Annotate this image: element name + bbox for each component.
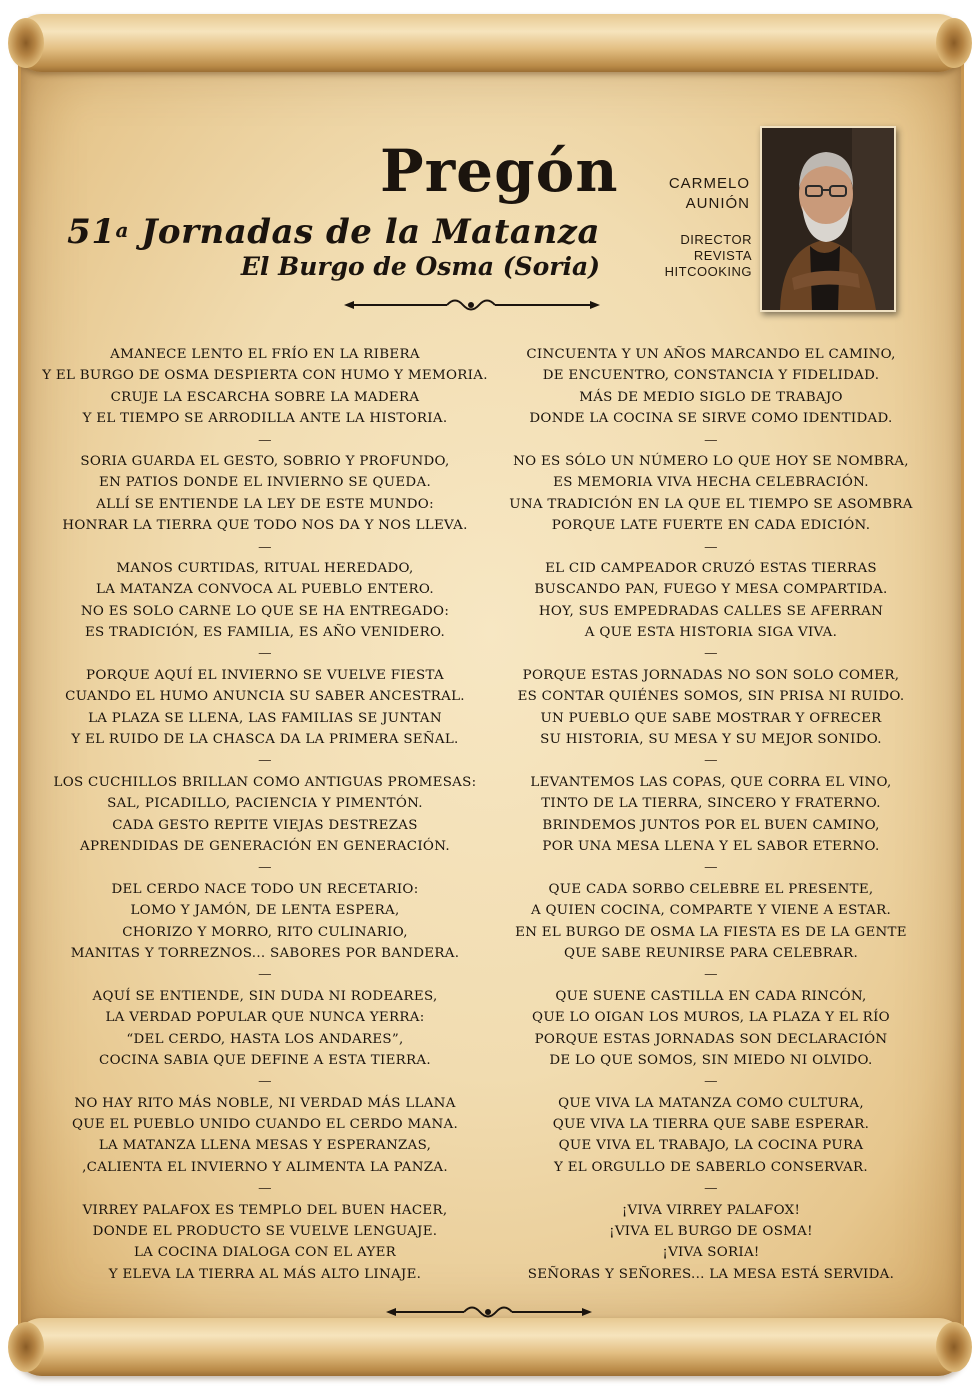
- edition-ordinal: a: [115, 218, 129, 242]
- poem-stanza: [30, 772, 500, 879]
- poem-verse: MANOS CURTIDAS, RITUAL HEREDADO,: [116, 560, 414, 576]
- poem-verse: PORQUE ESTAS JORNADAS SON DECLARACIÓN: [534, 1031, 888, 1047]
- poem-column-left: [30, 344, 500, 1285]
- poem-verse: QUE VIVA EL TRABAJO, LA COCINA PURA: [558, 1138, 864, 1154]
- poem-verse: A QUIEN COCINA, COMPARTE Y VIENE A ESTAR.: [530, 903, 892, 919]
- poem-verse: ,CALIENTA EL INVIERNO Y ALIMENTA LA PANZA.: [82, 1159, 448, 1175]
- poem-verse: DE LO QUE SOMOS, SIN MIEDO NI OLVIDO.: [549, 1052, 873, 1068]
- stanza-separator: —: [704, 1181, 718, 1197]
- stanza-separator: —: [258, 646, 272, 662]
- author-first-name: CARMELO: [668, 175, 750, 192]
- poem-verse: PORQUE ESTAS JORNADAS NO SON SOLO COMER,: [522, 667, 900, 683]
- stanza-separator: —: [258, 432, 272, 448]
- stanza-separator: —: [258, 967, 272, 983]
- stanza-separator: —: [258, 1074, 272, 1090]
- author-role-line: HITCOOKING: [664, 264, 752, 279]
- poem-verse: HONRAR LA TIERRA QUE TODO NOS DA Y NOS LLEVA.: [62, 518, 468, 534]
- author-role-line: REVISTA: [693, 248, 752, 263]
- author-role-line: DIRECTOR: [680, 232, 752, 247]
- flourish-divider-icon: [384, 1301, 594, 1323]
- author-name: [640, 174, 750, 214]
- poem-verse: ES TRADICIÓN, ES FAMILIA, ES AÑO VENIDERO.: [84, 625, 446, 641]
- poem-verse: DEL CERDO NACE TODO UN RECETARIO:: [111, 881, 419, 897]
- stanza-separator: —: [258, 860, 272, 876]
- poem-verse: MÁS DE MEDIO SIGLO DE TRABAJO: [579, 389, 843, 405]
- poem-verse: Y ELEVA LA TIERRA AL MÁS ALTO LINAJE.: [108, 1266, 422, 1282]
- stanza-separator: —: [258, 753, 272, 769]
- poem-verse: EN EL BURGO DE OSMA LA FIESTA ES DE LA GENTE: [515, 924, 907, 940]
- poem-verse: CHORIZO Y MORRO, RITO CULINARIO,: [122, 924, 408, 940]
- poem-verse: AMANECE LENTO EL FRÍO EN LA RIBERA: [110, 347, 420, 362]
- stanza-separator: —: [704, 967, 718, 983]
- stanza-separator: —: [258, 539, 272, 555]
- page-title: Pregón: [380, 137, 619, 205]
- poem-verse: Y EL TIEMPO SE ARRODILLA ANTE LA HISTORIA.: [82, 411, 448, 427]
- poem-verse: “DEL CERDO, HASTA LOS ANDARES”,: [126, 1031, 404, 1047]
- poem-stanza: [476, 986, 946, 1093]
- poem-verse: SEÑORAS Y SEÑORES... LA MESA ESTÁ SERVIDA.: [527, 1266, 895, 1282]
- poem-verse: LA COCINA DIALOGA CON EL AYER: [133, 1245, 397, 1261]
- poem-verse: QUE VIVA LA MATANZA COMO CULTURA,: [558, 1095, 864, 1111]
- author-last-name: AUNIÓN: [685, 195, 750, 212]
- poem-stanza: [30, 558, 500, 665]
- poem-verse: LOMO Y JAMÓN, DE LENTA ESPERA,: [130, 903, 400, 919]
- poem-stanza: [30, 1200, 500, 1286]
- poem-verse: MANITAS Y TORREZNOS... SABORES POR BANDERA.: [70, 945, 460, 961]
- poem-stanza: [476, 1093, 946, 1200]
- stanza-separator: —: [704, 539, 718, 555]
- poem-stanza: [30, 1093, 500, 1200]
- poem-verse: EN PATIOS DONDE EL INVIERNO SE QUEDA.: [99, 475, 431, 491]
- poem-verse: QUE LO OIGAN LOS MUROS, LA PLAZA Y EL RÍO: [532, 1010, 890, 1026]
- author-role: [640, 232, 752, 280]
- poem-verse: QUE EL PUEBLO UNIDO CUANDO EL CERDO MANA.: [71, 1117, 459, 1133]
- poem-verse: DONDE LA COCINA SE SIRVE COMO IDENTIDAD.: [529, 411, 893, 427]
- poem-verse: A QUE ESTA HISTORIA SIGA VIVA.: [584, 625, 838, 641]
- poem-verse: LA MATANZA CONVOCA AL PUEBLO ENTERO.: [96, 582, 434, 598]
- poem-verse: LA PLAZA SE LLENA, LAS FAMILIAS SE JUNTAN: [88, 710, 442, 726]
- poem-verse: LA VERDAD POPULAR QUE NUNCA YERRA:: [105, 1010, 425, 1026]
- poem-verse: VIRREY PALAFOX ES TEMPLO DEL BUEN HACER,: [82, 1202, 448, 1218]
- portrait-figure-icon: [762, 128, 894, 310]
- stanza-separator: —: [704, 860, 718, 876]
- poem-verse: ALLÍ SE ENTIENDE LA LEY DE ESTE MUNDO:: [96, 496, 434, 512]
- poem-stanza: [476, 879, 946, 986]
- scroll-bottom-roll: [14, 1318, 966, 1376]
- poem-verse: BRINDEMOS JUNTOS POR EL BUEN CAMINO,: [542, 817, 880, 833]
- poem-verse: NO HAY RITO MÁS NOBLE, NI VERDAD MÁS LLANA: [74, 1095, 456, 1111]
- poem-verse: CINCUENTA Y UN AÑOS MARCANDO EL CAMINO,: [526, 347, 896, 362]
- poem-verse: CRUJE LA ESCARCHA SOBRE LA MADERA: [110, 389, 420, 405]
- poem-verse: TINTO DE LA TIERRA, SINCERO Y FRATERNO.: [541, 796, 881, 812]
- poem-column-right: [476, 344, 946, 1285]
- poem-verse: POR UNA MESA LLENA Y EL SABOR ETERNO.: [542, 838, 880, 854]
- poem-verse: SU HISTORIA, SU MESA Y SU MEJOR SONIDO.: [540, 732, 882, 748]
- poem-verse: DE ENCUENTRO, CONSTANCIA Y FIDELIDAD.: [542, 368, 880, 384]
- stanza-separator: —: [704, 753, 718, 769]
- poem-verse: ¡VIVA EL BURGO DE OSMA!: [609, 1224, 813, 1240]
- poem-verse: Y EL BURGO DE OSMA DESPIERTA CON HUMO Y MEMORIA.: [42, 368, 488, 384]
- poem-verse: CADA GESTO REPITE VIEJAS DESTREZAS: [112, 817, 418, 833]
- author-portrait: [760, 126, 896, 312]
- poem-verse: ¡VIVA VIRREY PALAFOX!: [621, 1202, 801, 1218]
- poem-stanza: [30, 344, 500, 451]
- poem-verse: EL CID CAMPEADOR CRUZÓ ESTAS TIERRAS: [545, 560, 877, 576]
- poem-verse: NO ES SOLO CARNE LO QUE SE HA ENTREGADO:: [80, 603, 450, 619]
- poem-verse: ES CONTAR QUIÉNES SOMOS, SIN PRISA NI RUIDO.: [517, 689, 905, 705]
- poem-verse: Y EL ORGULLO DE SABERLO CONSERVAR.: [554, 1159, 868, 1175]
- poem-verse: BUSCANDO PAN, FUEGO Y MESA COMPARTIDA.: [534, 582, 888, 598]
- poem-verse: Y EL RUIDO DE LA CHASCA DA LA PRIMERA SEÑAL.: [71, 732, 459, 748]
- poem-verse: APRENDIDAS DE GENERACIÓN EN GENERACIÓN.: [80, 838, 450, 854]
- poem-verse: ¡VIVA SORIA!: [662, 1245, 760, 1261]
- poem-stanza: [30, 879, 500, 986]
- poem-verse: PORQUE LATE FUERTE EN CADA EDICIÓN.: [551, 518, 871, 534]
- scroll-top-roll: [14, 14, 966, 72]
- poem-verse: AQUÍ SE ENTIENDE, SIN DUDA NI RODEARES,: [92, 988, 438, 1004]
- poem-verse: COCINA SABIA QUE DEFINE A ESTA TIERRA.: [99, 1052, 431, 1068]
- poem-verse: UNA TRADICIÓN EN LA QUE EL TIEMPO SE ASOMBRA: [509, 496, 913, 512]
- poem-stanza: [30, 451, 500, 558]
- stanza-separator: —: [704, 1074, 718, 1090]
- flourish-divider-icon: [342, 294, 602, 316]
- poem-stanza: [476, 1200, 946, 1286]
- poem-verse: DONDE EL PRODUCTO SE VUELVE LENGUAJE.: [92, 1224, 438, 1240]
- poem-verse: LEVANTEMOS LAS COPAS, QUE CORRA EL VINO,: [530, 774, 892, 790]
- event-location: El Burgo de Osma (Soria): [240, 252, 600, 281]
- stanza-separator: —: [704, 646, 718, 662]
- poem-verse: HOY, SUS EMPEDRADAS CALLES SE AFERRAN: [538, 603, 884, 619]
- event-name: Jornadas de la Matanza: [128, 212, 600, 252]
- poem-verse: PORQUE AQUÍ EL INVIERNO SE VUELVE FIESTA: [86, 667, 444, 683]
- poem-verse: SORIA GUARDA EL GESTO, SOBRIO Y PROFUNDO,: [80, 453, 450, 469]
- poem-stanza: [30, 986, 500, 1093]
- edition-number: 51: [67, 212, 116, 252]
- poem-verse: SAL, PICADILLO, PACIENCIA Y PIMENTÓN.: [107, 796, 423, 812]
- poem-verse: QUE SUENE CASTILLA EN CADA RINCÓN,: [555, 988, 867, 1004]
- poem-verse: QUE SABE REUNIRSE PARA CELEBRAR.: [563, 945, 859, 961]
- poem-stanza: [476, 772, 946, 879]
- poem-stanza: [476, 558, 946, 665]
- poem-verse: QUE VIVA LA TIERRA QUE SABE ESPERAR.: [552, 1117, 870, 1133]
- poem-stanza: [476, 451, 946, 558]
- poem-verse: NO ES SÓLO UN NÚMERO LO QUE HOY SE NOMBRA,: [513, 453, 909, 469]
- poem-verse: QUE CADA SORBO CELEBRE EL PRESENTE,: [548, 881, 874, 897]
- poem-stanza: [476, 665, 946, 772]
- stanza-separator: —: [258, 1181, 272, 1197]
- poem-stanza: [476, 344, 946, 451]
- poem-verse: CUANDO EL HUMO ANUNCIA SU SABER ANCESTRAL.: [65, 689, 465, 705]
- poem-verse: ES MEMORIA VIVA HECHA CELEBRACIÓN.: [553, 475, 869, 491]
- poem-verse: UN PUEBLO QUE SABE MOSTRAR Y OFRECER: [540, 710, 882, 726]
- event-subtitle: [30, 210, 600, 254]
- stanza-separator: —: [704, 432, 718, 448]
- poem-verse: LOS CUCHILLOS BRILLAN COMO ANTIGUAS PROMESAS:: [53, 774, 477, 790]
- poem-stanza: [30, 665, 500, 772]
- poem-verse: LA MATANZA LLENA MESAS Y ESPERANZAS,: [98, 1138, 432, 1154]
